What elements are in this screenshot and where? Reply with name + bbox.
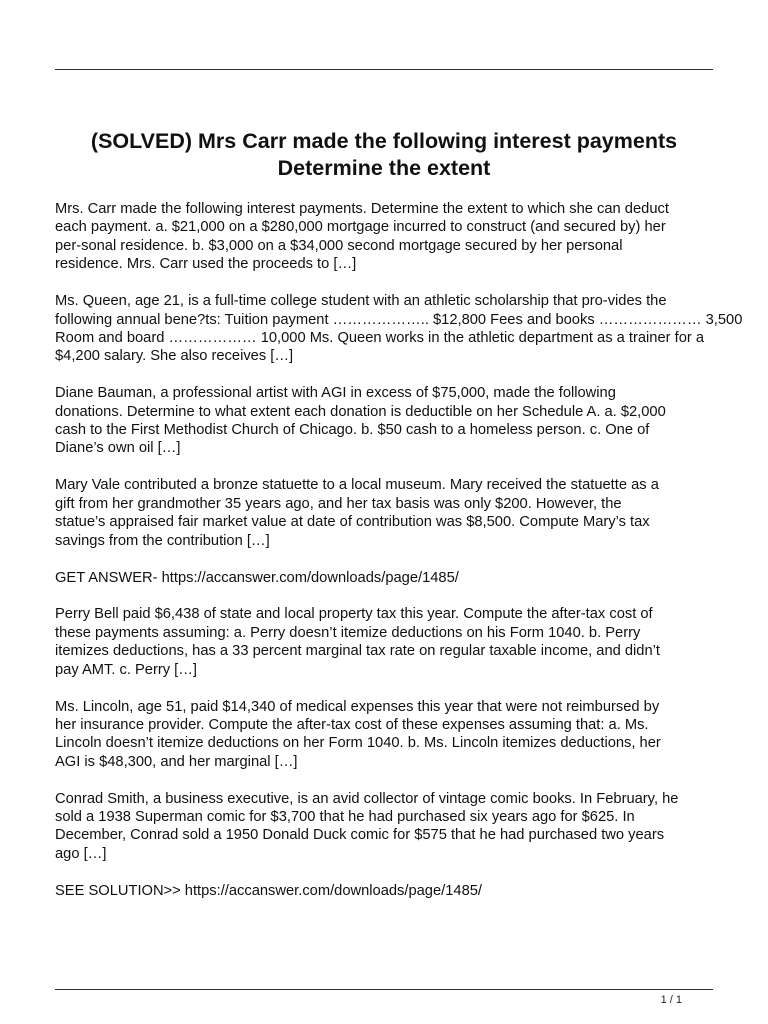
paragraph-mrs-carr (55, 200, 768, 274)
text-line: statue’s appraised fair market value at date of contribution was $8,500. Compute Mary’s tax (55, 514, 650, 531)
paragraph-perry-bell (55, 605, 768, 679)
text-line: itemizes deductions, has a 33 percent marginal tax rate on regular taxable income, and didn’t (55, 643, 660, 660)
text-line: her insurance provider. Compute the after-tax cost of these expenses assuming that: a. Ms. (55, 716, 649, 733)
text-line: AGI is $48,300, and her marginal […] (55, 753, 298, 770)
title-line-1: (SOLVED) Mrs Carr made the following interest payments (90, 129, 678, 153)
text-line: savings from the contribution […] (55, 532, 270, 549)
text-line: pay AMT. c. Perry […] (55, 661, 198, 678)
page-number: 1 / 1 (660, 994, 682, 1006)
paragraph-ms-lincoln (55, 698, 768, 772)
paragraph-get-answer (55, 569, 768, 587)
text-line: Lincoln doesn’t itemize deductions on her Form 1040. b. Ms. Lincoln itemizes deductions, her (55, 735, 661, 752)
text-line: Ms. Queen, age 21, is a full-time college student with an athletic scholarship that pro-vides the (55, 293, 667, 310)
text-line: residence. Mrs. Carr used the proceeds to […] (55, 256, 357, 273)
footer-rule (55, 989, 713, 990)
text-line: gift from her grandmother 35 years ago, and her tax basis was only $200. However, the (55, 495, 622, 512)
text-line: Diane Bauman, a professional artist with AGI in excess of $75,000, made the following (55, 385, 616, 402)
paragraph-mary-vale (55, 476, 768, 550)
text-line: Ms. Lincoln, age 51, paid $14,340 of medical expenses this year that were not reimbursed by (55, 698, 660, 715)
text-line: these payments assuming: a. Perry doesn’t itemize deductions on his Form 1040. b. Perry (55, 624, 641, 641)
text-line: Mrs. Carr made the following interest payments. Determine the extent to which she can deduct (55, 201, 669, 217)
text-line: donations. Determine to what extent each donation is deductible on her Schedule A. a. $2,000 (55, 403, 666, 420)
text-line: $4,200 salary. She also receives […] (55, 348, 294, 365)
paragraph-ms-queen (55, 292, 768, 366)
paragraph-see-solution (55, 882, 768, 900)
text-line: cash to the First Methodist Church of Chicago. b. $50 cash to a homeless person. c. One of (55, 422, 650, 439)
text-line: December, Conrad sold a 1950 Donald Duck comic for $575 that he had purchased two years (55, 827, 665, 844)
text-line: per-sonal residence. b. $3,000 on a $34,000 second mortgage secured by her personal (55, 237, 623, 254)
text-line: Perry Bell paid $6,438 of state and local property tax this year. Compute the after-tax cost of (55, 606, 653, 623)
text-line: Diane’s own oil […] (55, 440, 181, 457)
text-line: ago […] (55, 845, 107, 862)
paragraph-diane-bauman (55, 384, 768, 458)
document-body (55, 200, 768, 919)
text-line: following annual bene?ts: Tuition payment ……………….. $12,800 Fees and books ………………… 3,500 (55, 311, 743, 328)
get-answer-link-text: GET ANSWER- https://accanswer.com/downloads/page/1485/ (55, 569, 459, 586)
header-rule (55, 69, 713, 70)
text-line: sold a 1938 Superman comic for $3,700 that he had purchased six years ago for $625. In (55, 809, 635, 826)
text-line: Room and board ……………… 10,000 Ms. Queen works in the athletic department as a trainer for a (55, 329, 705, 346)
title-line-2: Determine the extent (277, 156, 491, 180)
paragraph-conrad-smith (55, 790, 768, 864)
see-solution-link-text: SEE SOLUTION>> https://accanswer.com/downloads/page/1485/ (55, 882, 482, 899)
text-line: each payment. a. $21,000 on a $280,000 mortgage incurred to construct (and secured by) her (55, 219, 666, 236)
page-title (40, 128, 728, 182)
text-line: Conrad Smith, a business executive, is an avid collector of vintage comic books. In February, he (55, 790, 679, 807)
text-line: Mary Vale contributed a bronze statuette to a local museum. Mary received the statuette as a (55, 477, 659, 494)
